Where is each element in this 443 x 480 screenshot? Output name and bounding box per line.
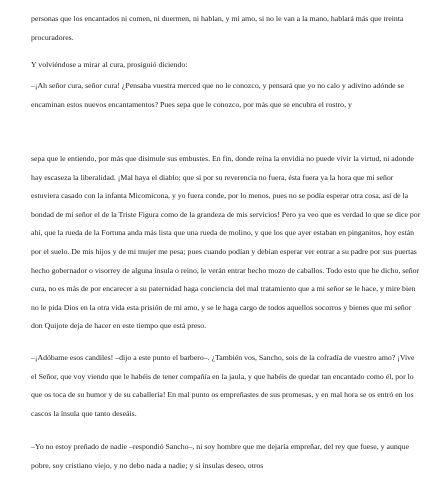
paragraph: –Yo no estoy preñado de nadie –respondió Sancho–, ni soy hombre que me dejaría empreñar, del rey que fuese, y aunque pobre, soy cristiano viejo, y no debo nada a nadie; y si ínsulas deseo, otros — [31, 442, 410, 470]
paragraph: personas que los encantados ni comen, ni duermen, ni hablan, y mi amo, si no le van a la mano, hablará más que treinta procuradores. — [31, 14, 404, 42]
paragraph: Y volviéndose a mirar al cura, prosiguió diciendo: — [31, 60, 188, 69]
paragraph: sepa que le entiendo, por más que disimule sus embustes. En fin, donde reina la envidia no puede vivir la virtud, ni adonde hay escaseza la liberalidad. ¡Mal haya el diablo; que si por su reverencia no fuera, ésta fuera ya la hora que mi señor estuviera casado con la infanta Micomicona, y yo fuera conde, por lo menos, pues no se podía esperar otra cosa, así de la bondad de mi señor el de la Triste Figura como de la grandeza de mis servicios! Pero ya veo que es verdad lo que se dice por ahí, que la rueda de la Fortuna anda más lista que una rueda de molino, y que los que ayer estaban en pinganitos, hoy están por el suelo. De mis hijos y de mi mujer me pesa; pues cuando podían y debían esperar ver entrar a su padre por sus puertas hecho gobernador o visorrey de alguna ínsula o reino, le verán entrar hecho mozo de caballos. Todo esto que he dicho, señor cura, no es más de por encarecer a su paternidad haga conciencia del mal tratamiento que a mi señor se le hace, y mire bien no le pida Dios en la otra vida esta prisión de mi amo, y se le haga cargo de todos aquellos socorros y bienes que mi señor don Quijote deja de hacer en este tiempo que está preso. — [31, 154, 421, 331]
paragraph: –¡Adóbame esos candiles! –dijo a este punto el barbero–. ¿También vos, Sancho, sois de la cofradía de vuestro amo? ¡Vive el Señor, que voy viendo que le habéis de tener compañía en la jaula, y que habéis de quedar tan encantado como él, por lo que os toca de su humor y de su caballería! En mal punto os empreñastes de sus promesas, y en mal hora se os entró en los cascos la ínsula que tanto deseáis. — [31, 353, 415, 418]
paragraph: –¡Ah señor cura, señor cura! ¿Pensaba vuestra merced que no le conozco, y pensará que yo no calo y adivino adónde se encaminan estos nuevos encantamentos? Pues sepa que le conozco, por más que se encubra el rostro, y — [31, 81, 405, 109]
